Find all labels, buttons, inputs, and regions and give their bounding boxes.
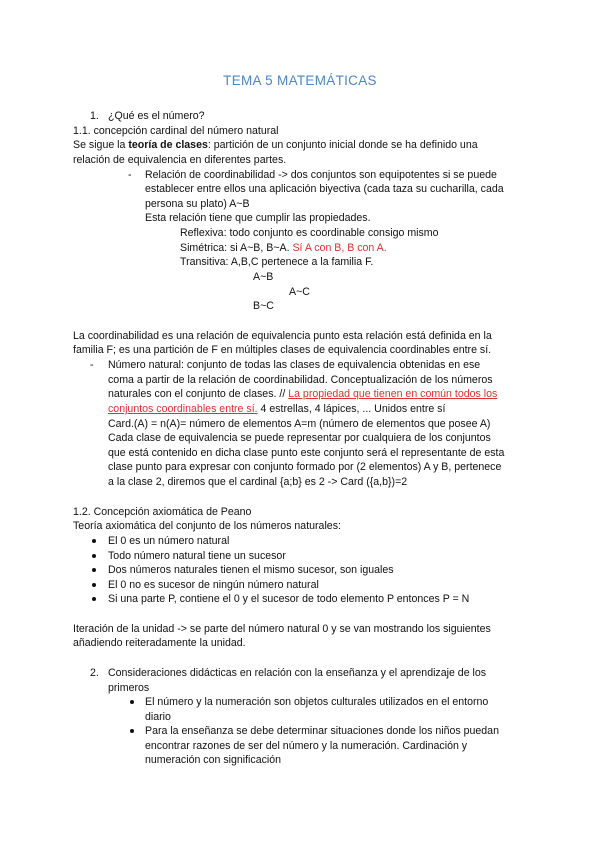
didactic-item-1-line-1: El número y la numeración son objetos culturales utilizados en el entorno xyxy=(145,696,489,708)
natural-number-line-4 xyxy=(108,402,445,417)
diagram-a-b: A~B xyxy=(253,271,274,283)
section-2-heading-line-2: primeros xyxy=(108,682,150,694)
natural-number-line-8: clase punto para expresar con conjunto formado por (2 elementos) A y B, pertenece xyxy=(108,461,502,473)
diagram-a-c: A~C xyxy=(289,286,310,298)
didactic-item-2-line-2: encontrar razones de ser del número y la numeración. Cardinación y xyxy=(145,740,468,752)
property-transitive: Transitiva: A,B,C pertenece a la familia F. xyxy=(180,256,374,268)
section-1-number: 1. xyxy=(90,110,99,122)
coordinability-paragraph-line-2: familia F; es una partición de F en múltiples clases de equivalencia coordinables entre sí. xyxy=(73,344,492,356)
natural-number-line-2: coma a partir de la relación de coordinabilidad. Conceptualización de los números xyxy=(108,374,493,386)
section-2-number: 2. xyxy=(90,667,99,679)
intro-paragraph-line-1 xyxy=(73,138,478,153)
axiom-item: Si una parte P, contiene el 0 y el sucesor de todo elemento P entonces P = N xyxy=(108,593,470,605)
symmetric-highlight: Sí A con B, B con A. xyxy=(292,242,387,254)
section-1-heading: ¿Qué es el número? xyxy=(108,110,205,122)
property-reflexive: Reflexiva: todo conjunto es coordinable consigo mismo xyxy=(180,227,439,239)
bullet-dot xyxy=(130,700,134,704)
section-2-heading-line-1: Consideraciones didácticas en relación con la enseñanza y el aprendizaje de los xyxy=(108,667,487,679)
nn-line-3-highlight: La propiedad que tienen en común todos los xyxy=(288,388,498,400)
natural-number-line-5: Card.(A) = n(A)= número de elementos A=m (número de elementos que posee A) xyxy=(108,418,491,430)
bullet-dot xyxy=(130,729,134,733)
didactic-item-1-line-2: diario xyxy=(145,711,171,723)
dash-marker: - xyxy=(128,169,132,181)
natural-number-line-7: que está contenido en dicha clase punto este conjunto será el representante de esta xyxy=(108,447,505,459)
natural-number-line-6: Cada clase de equivalencia se puede representar por cualquiera de los conjuntos xyxy=(108,432,491,444)
peano-intro: Teoría axiomática del conjunto de los números naturales: xyxy=(73,520,341,532)
document-title: TEMA 5 MATEMÁTICAS xyxy=(223,73,377,88)
bullet-dot xyxy=(92,597,96,601)
subsection-1-1-heading: 1.1. concepción cardinal del número natural xyxy=(73,125,279,137)
natural-number-line-9: a la clase 2, diremos que el cardinal {a;b} es 2 -> Card ({a,b})=2 xyxy=(108,476,408,488)
diagram-b-c: B~C xyxy=(253,300,274,312)
iteration-line-2: añadiendo reiteradamente la unidad. xyxy=(73,637,246,649)
properties-intro: Esta relación tiene que cumplir las propiedades. xyxy=(145,212,371,224)
nn-line-4-text: 4 estrellas, 4 lápices, ... Unidos entre sí xyxy=(257,403,446,415)
natural-number-line-1: Número natural: conjunto de todas las clases de equivalencia obtenidas en ese xyxy=(108,359,481,371)
intro-text-post: : partición de un conjunto inicial donde se ha definido una xyxy=(207,139,478,151)
coordinability-line-2: establecer entre ellos una aplicación biyectiva (cada taza su cucharilla, cada xyxy=(145,183,504,195)
axiom-item: Todo número natural tiene un sucesor xyxy=(108,550,286,562)
coordinability-line-1: Relación de coordinabilidad -> dos conjuntos son equipotentes si se puede xyxy=(145,169,497,181)
natural-number-line-3 xyxy=(108,387,497,402)
didactic-item-2-line-3: numeración con significación xyxy=(145,754,282,766)
intro-paragraph-line-2: relación de equivalencia en diferentes partes. xyxy=(73,154,287,166)
coordinability-line-3: persona su plato) A~B xyxy=(145,198,250,210)
nn-line-4-highlight: conjuntos coordinables entre sí. xyxy=(108,403,258,415)
axiom-item: El 0 es un número natural xyxy=(108,535,230,547)
bullet-dot xyxy=(92,583,96,587)
didactic-item-2-line-1: Para la enseñanza se debe determinar situaciones donde los niños puedan xyxy=(145,725,499,737)
bullet-dot xyxy=(92,554,96,558)
symmetric-text: Simétrica: si A~B, B~A. xyxy=(180,242,293,254)
axiom-item: Dos números naturales tienen el mismo sucesor, son iguales xyxy=(108,564,394,576)
bullet-dot xyxy=(92,568,96,572)
intro-bold-term: teoría de clases xyxy=(128,139,208,151)
property-symmetric xyxy=(180,241,387,256)
subsection-1-2-heading: 1.2. Concepción axiomática de Peano xyxy=(73,506,252,518)
dash-marker: - xyxy=(90,359,94,371)
bullet-dot xyxy=(92,539,96,543)
nn-line-3-text: naturales con el conjunto de clases. // xyxy=(108,388,289,400)
coordinability-paragraph-line-1: La coordinabilidad es una relación de equivalencia punto esta relación está definida en la xyxy=(73,330,492,342)
intro-text-pre: Se sigue la xyxy=(73,139,129,151)
iteration-line-1: Iteración de la unidad -> se parte del número natural 0 y se van mostrando los siguientes xyxy=(73,623,491,635)
axiom-item: El 0 no es sucesor de ningún número natural xyxy=(108,579,319,591)
